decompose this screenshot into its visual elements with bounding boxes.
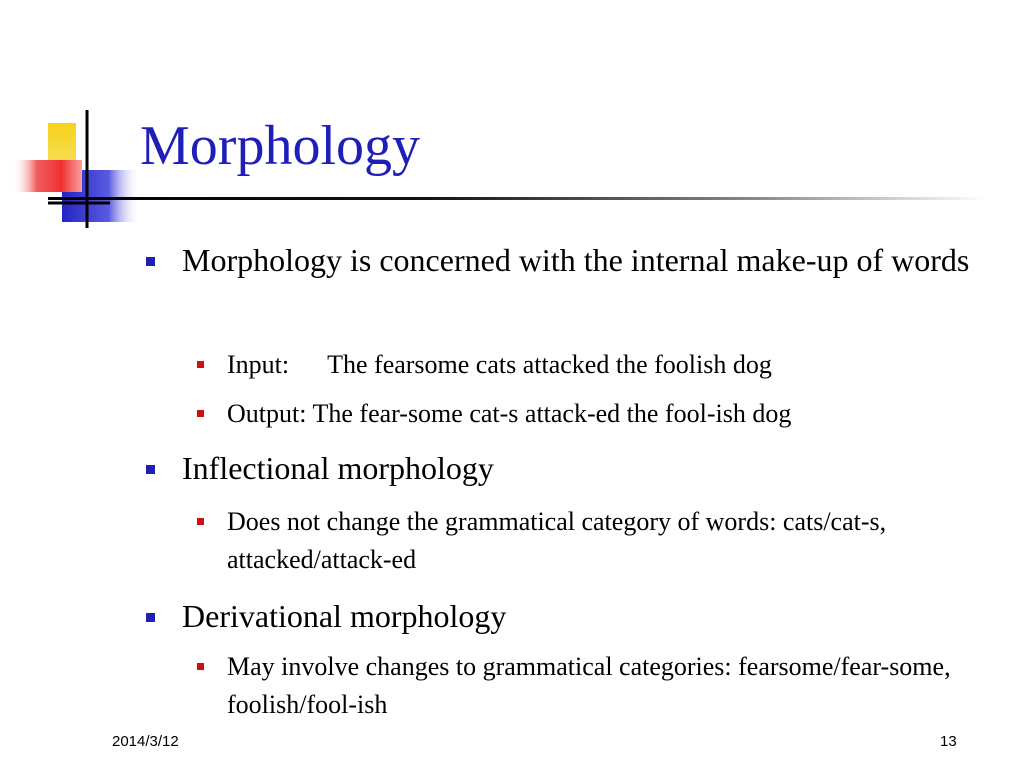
subbullet-label: Input:	[227, 350, 290, 379]
bullet-text: Inflectional morphology	[182, 450, 494, 486]
title-underline	[48, 197, 988, 200]
corner-decoration	[0, 0, 140, 240]
subbullet-text: May involve changes to grammatical categories: fearsome/fear-some, foolish/fool-ish	[227, 652, 951, 719]
subbullet-item	[227, 648, 987, 724]
bullet-item	[182, 238, 982, 282]
bullet-text: Morphology is concerned with the internal make-up of words	[182, 242, 970, 278]
square-bullet-icon	[146, 465, 155, 474]
decor-red-bar	[12, 160, 82, 192]
square-bullet-icon	[146, 257, 155, 266]
subbullet-text: Does not change the grammatical category of words: cats/cat-s, attacked/attack-ed	[227, 507, 887, 574]
subbullet-text: The fearsome cats attacked the foolish dog	[327, 350, 772, 379]
square-bullet-icon	[197, 663, 204, 670]
footer-page-number: 13	[940, 733, 957, 750]
square-bullet-icon	[146, 613, 155, 622]
subbullet-label: Output:	[227, 399, 307, 428]
slide-title: Morphology	[140, 115, 420, 177]
bullet-item	[182, 446, 982, 490]
subbullet-item	[227, 395, 987, 433]
square-bullet-icon	[197, 410, 204, 417]
subbullet-item	[227, 346, 987, 384]
square-bullet-icon	[197, 518, 204, 525]
footer-date: 2014/3/12	[112, 733, 179, 750]
subbullet-text: The fear-some cat-s attack-ed the fool-ish dog	[312, 399, 792, 428]
bullet-item	[182, 594, 982, 638]
bullet-text: Derivational morphology	[182, 598, 507, 634]
square-bullet-icon	[197, 361, 204, 368]
subbullet-item	[227, 503, 987, 579]
